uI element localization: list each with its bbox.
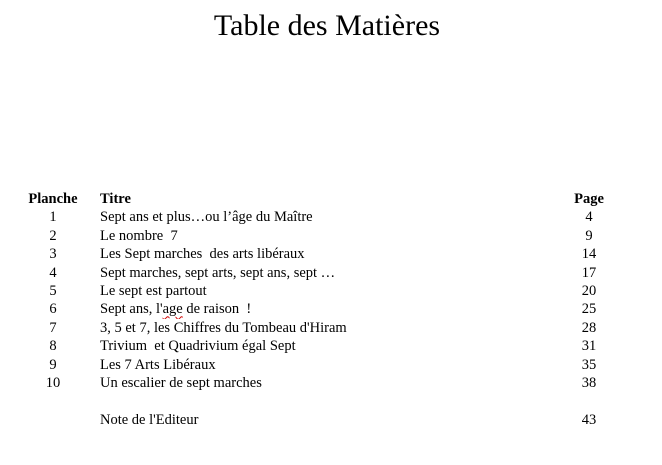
chapter-title: Sept marches, sept arts, sept ans, sept …: [100, 264, 336, 281]
chapter-title: Sept ans et plus…ou l’âge du Maître: [100, 209, 313, 226]
planche-number: 9: [49, 356, 57, 373]
planche-number: 10: [45, 374, 61, 391]
toc-row: [0, 319, 662, 337]
page-number: 20: [581, 282, 597, 299]
chapter-title-end: de raison !: [182, 301, 252, 318]
chapter-title: Les 7 Arts Libéraux: [100, 356, 216, 373]
page-number: 25: [581, 301, 597, 318]
planche-number: 3: [49, 246, 57, 263]
spellcheck-flagged-word[interactable]: age: [162, 301, 183, 318]
planche-number: 2: [49, 227, 57, 244]
chapter-title: Un escalier de sept marches: [100, 374, 262, 391]
planche-number: 6: [49, 301, 57, 318]
chapter-title: Trivium et Quadrivium égal Sept: [100, 338, 296, 355]
planche-number: 8: [49, 338, 57, 355]
table-of-contents: [0, 190, 662, 429]
header-titre: Titre: [100, 191, 131, 207]
toc-row: [0, 227, 662, 245]
planche-number: 4: [49, 264, 57, 281]
toc-note-row: [0, 411, 662, 429]
chapter-title: Le nombre 7: [100, 227, 178, 244]
toc-row: [0, 337, 662, 355]
header-page: Page: [574, 191, 604, 207]
toc-row: [0, 356, 662, 374]
toc-row: [0, 282, 662, 300]
note-page-number: 43: [581, 411, 597, 428]
page-number: 14: [581, 246, 597, 263]
note-title: Note de l'Editeur: [100, 411, 199, 428]
chapter-title: Les Sept marches des arts libéraux: [100, 246, 305, 263]
toc-spacer: [0, 392, 662, 410]
document-title: Table des Matières: [213, 9, 441, 42]
page-number: 35: [581, 356, 597, 373]
page-number: 9: [585, 227, 593, 244]
chapter-title: 3, 5 et 7, les Chiffres du Tombeau d'Hiram: [100, 319, 347, 336]
toc-row: [0, 374, 662, 392]
planche-number: 5: [49, 282, 57, 299]
chapter-title-start: Sept ans, l': [100, 301, 163, 318]
page-number: 28: [581, 319, 597, 336]
chapter-title: [100, 300, 540, 318]
planche-number: 7: [49, 319, 57, 336]
toc-row: [0, 300, 662, 318]
chapter-title: Le sept est partout: [100, 282, 207, 299]
toc-row: [0, 208, 662, 226]
toc-row: [0, 264, 662, 282]
page-number: 38: [581, 374, 597, 391]
toc-header-row: [0, 190, 662, 208]
header-planche: Planche: [28, 191, 78, 207]
planche-number: 1: [49, 209, 57, 226]
page-number: 31: [581, 338, 597, 355]
page-number: 17: [581, 264, 597, 281]
page-number: 4: [585, 209, 593, 226]
toc-row: [0, 245, 662, 263]
